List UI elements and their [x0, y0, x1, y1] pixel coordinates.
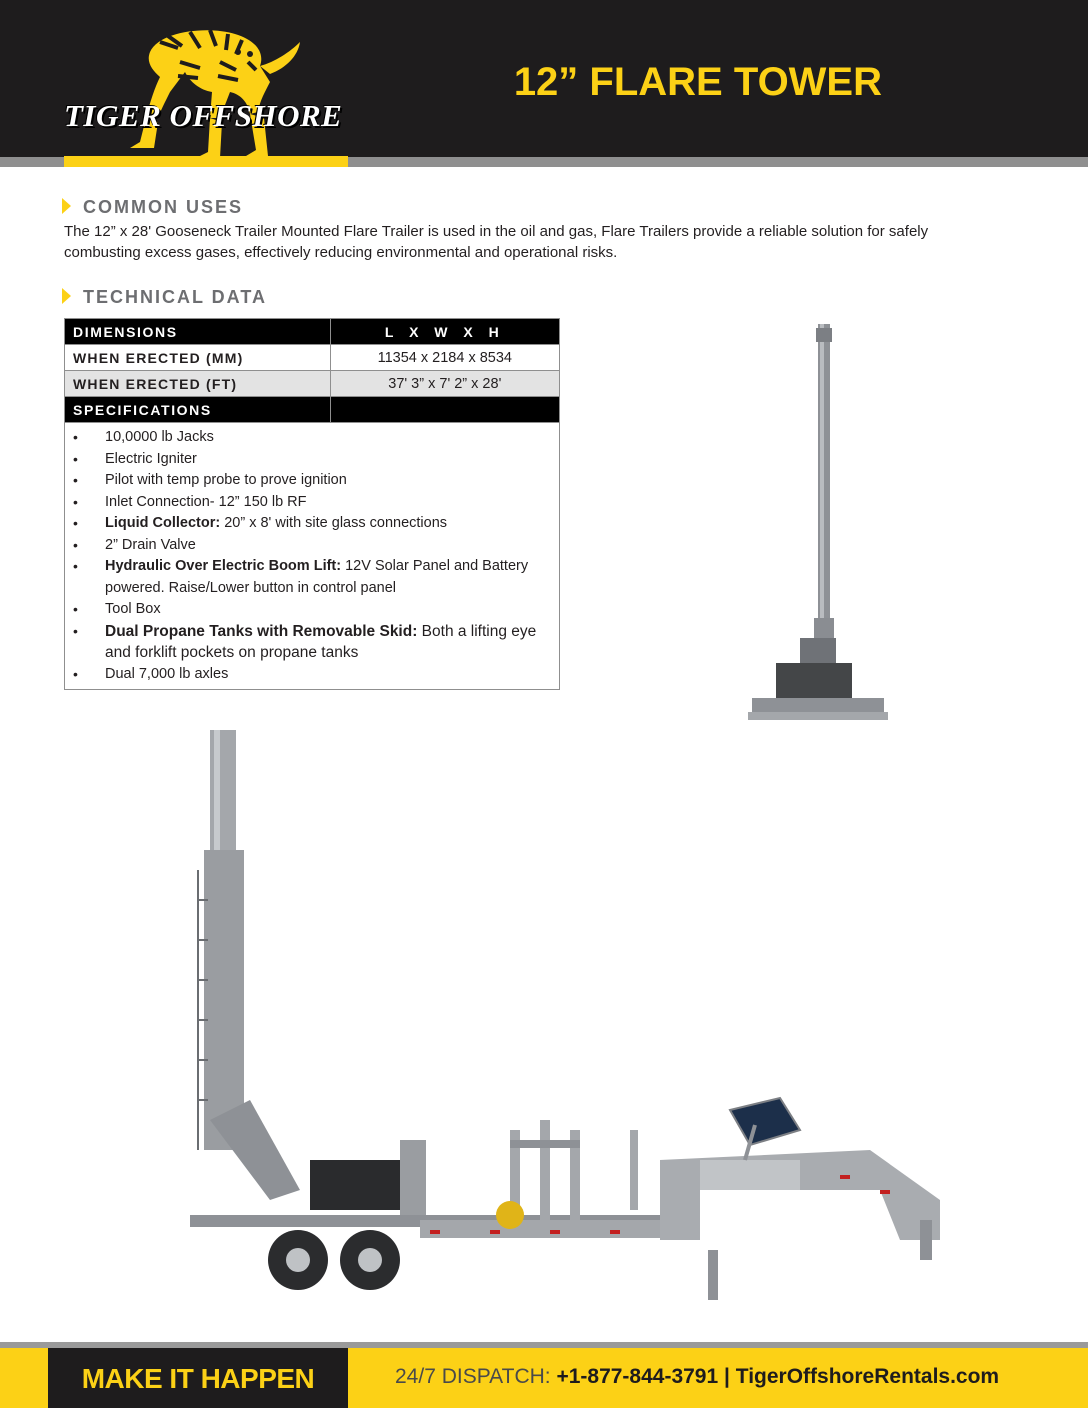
- table-header-row: [65, 319, 560, 345]
- list-item: • Tool Box: [65, 599, 559, 621]
- row-value-mm: 11354 x 2184 x 8534: [330, 345, 559, 371]
- dispatch-phone[interactable]: +1-877-844-3791: [556, 1365, 719, 1388]
- list-item: • 10,0000 lb Jacks: [65, 427, 559, 449]
- dispatch-label: 24/7 DISPATCH:: [395, 1365, 551, 1388]
- footer-slogan: MAKE IT HAPPEN: [81, 1363, 315, 1394]
- list-item: • Dual Propane Tanks with Removable Skid: Both a lifting eye and forklift pockets on propane tanks: [65, 621, 559, 664]
- list-item: • Electric Igniter: [65, 449, 559, 471]
- table-row: [65, 371, 560, 397]
- table-row: [65, 345, 560, 371]
- row-value-ft: 37' 3” x 7' 2” x 28': [330, 371, 559, 397]
- section-heading-technical-data: [62, 287, 267, 308]
- list-item: • Liquid Collector: 20” x 8' with site glass connections: [65, 513, 559, 535]
- page-title: 12” FLARE TOWER: [513, 60, 882, 104]
- list-item: • Inlet Connection- 12” 150 lb RF: [65, 492, 559, 514]
- brand-wordmark: TIGER OFFSHORE: [64, 98, 343, 133]
- row-label-mm: WHEN ERECTED (MM): [65, 345, 331, 371]
- common-uses-heading-text: COMMON USES: [83, 197, 244, 217]
- specifications-header-row: [65, 397, 560, 423]
- section-heading-common-uses: [62, 197, 243, 218]
- website-link[interactable]: TigerOffshoreRentals.com: [735, 1365, 1000, 1388]
- technical-data-heading-text: TECHNICAL DATA: [83, 287, 267, 307]
- contact-separator: |: [724, 1365, 730, 1388]
- row-label-ft: WHEN ERECTED (FT): [65, 371, 331, 397]
- common-uses-paragraph: The 12” x 28' Gooseneck Trailer Mounted Flare Trailer is used in the oil and gas, Flare Trailers provide a reliable solution for safely combusting excess gases, effectively reducing environmental and operational risks.: [64, 223, 929, 261]
- list-item: • Dual 7,000 lb axles: [65, 664, 559, 686]
- list-item: • Hydraulic Over Electric Boom Lift: 12V Solar Panel and Battery powered. Raise/Lower button in control panel: [65, 556, 559, 599]
- technical-data-table: [64, 318, 560, 690]
- list-item: • 2” Drain Valve: [65, 535, 559, 557]
- list-item: • Pilot with temp probe to prove ignition: [65, 470, 559, 492]
- section-marker-icon: [62, 288, 71, 304]
- dimensions-header: L X W X H: [330, 319, 559, 345]
- specifications-cell: [65, 423, 560, 690]
- specifications-row: [65, 423, 560, 690]
- tiger-logo-icon: [60, 22, 360, 170]
- logo-yellow-bar: [64, 156, 348, 167]
- section-marker-icon: [62, 198, 71, 214]
- dimensions-label: DIMENSIONS: [65, 319, 331, 345]
- specifications-list: [65, 427, 559, 685]
- footer-contact-line: [395, 1365, 999, 1389]
- flare-trailer-side-photo: [180, 720, 940, 1310]
- specifications-label: SPECIFICATIONS: [65, 397, 331, 423]
- specifications-empty-cell: [330, 397, 559, 423]
